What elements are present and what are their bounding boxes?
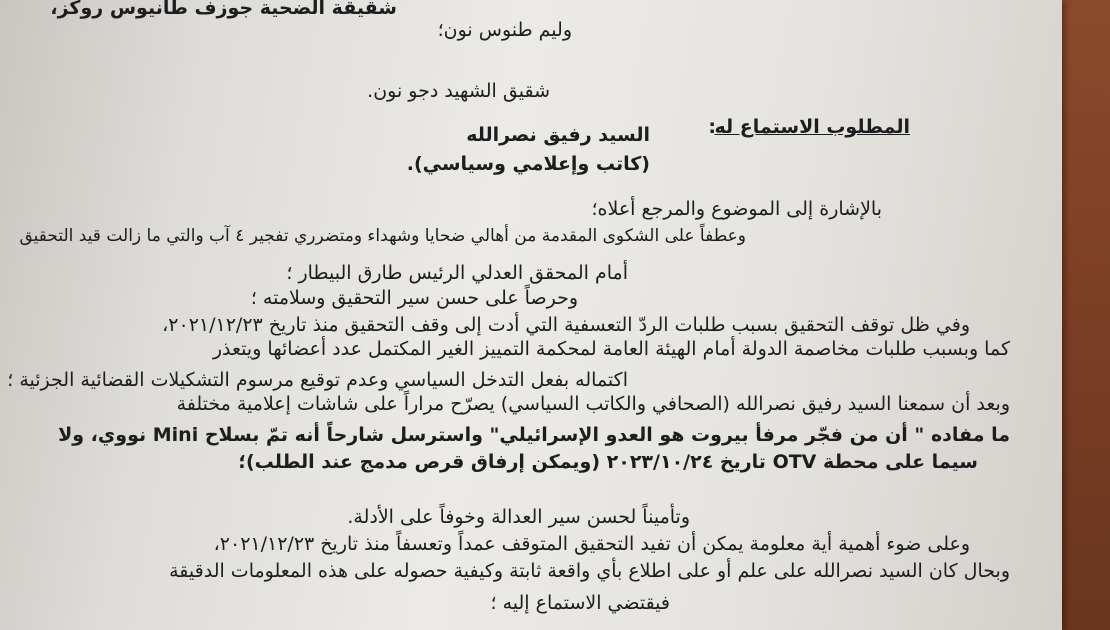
paragraph-statement-2: ما مفاده " أن من فجّر مرفأ بيروت هو العدو الإسرائيلي" واسترسل شارحاً أنه تمّ بسلاح Mini نووي، ولا xyxy=(58,424,1010,446)
paragraph-justice: وتأميناً لحسن سير العدالة وخوفاً على الأدلة. xyxy=(347,506,690,528)
paragraph-state-litigation-2: اكتماله بفعل التدخل السياسي وعدم توقيع مرسوم التشكيلات القضائية الجزئية ؛ xyxy=(7,369,628,391)
paragraph-statement-3: سيما على محطة OTV تاريخ ٢٠٢٣/١٠/٢٤ (ويمكن إرفاق قرص مدمج عند الطلب)؛ xyxy=(238,451,978,473)
paragraph-suspension: وفي ظل توقف التحقيق بسبب طلبات الردّ التعسفية التي أدت إلى وقف التحقيق منذ تاريخ ٢٠٢١/١٢/٢٣، xyxy=(162,314,970,336)
line-victim-sister: شقيقة الضحية جوزف طانيوس روكز، xyxy=(50,0,397,19)
paragraph-reference: بالإشارة إلى الموضوع والمرجع أعلاه؛ xyxy=(591,198,882,220)
paragraph-complaint-2: أمام المحقق العدلي الرئيس طارق البيطار ؛ xyxy=(286,262,628,284)
paragraph-knowledge: وبحال كان السيد نصرالله على علم أو على اطلاع بأي واقعة ثابتة وكيفية حصوله على هذه المعلومات الدقيقة xyxy=(169,560,1010,582)
requested-hearing-label: المطلوب الاستماع له xyxy=(714,116,910,138)
paragraph-state-litigation-1: كما وبسبب طلبات مخاصمة الدولة أمام الهيئة العامة لمحكمة التمييز الغير المكتمل عدد أعضائها ويتعذر xyxy=(212,338,1010,360)
colon-separator: : xyxy=(708,116,716,138)
line-martyr-brother: شقيق الشهيد دجو نون. xyxy=(367,80,550,102)
paragraph-importance: وعلى ضوء أهمية أية معلومة يمكن أن تفيد التحقيق المتوقف عمداً وتعسفاً منذ تاريخ ٢٠٢١/١٢/٢٣، xyxy=(213,533,970,555)
paragraph-care: وحرصاً على حسن سير التحقيق وسلامته ؛ xyxy=(250,287,578,309)
person-name: السيد رفيق نصرالله xyxy=(466,124,650,146)
paragraph-conclusion: فيقتضي الاستماع إليه ؛ xyxy=(490,592,670,614)
person-description: (كاتب وإعلامي وسياسي). xyxy=(406,153,650,175)
line-william-noun: وليم طنوس نون؛ xyxy=(437,19,572,41)
paragraph-statement-1: وبعد أن سمعنا السيد رفيق نصرالله (الصحافي والكاتب السياسي) يصرّح مراراً على شاشات إعلامية مختلفة xyxy=(176,393,1010,415)
paragraph-complaint-1: وعطفاً على الشكوى المقدمة من أهالي ضحايا وشهداء ومتضرري تفجير ٤ آب والتي ما زالت قيد التحقيق xyxy=(19,226,746,246)
